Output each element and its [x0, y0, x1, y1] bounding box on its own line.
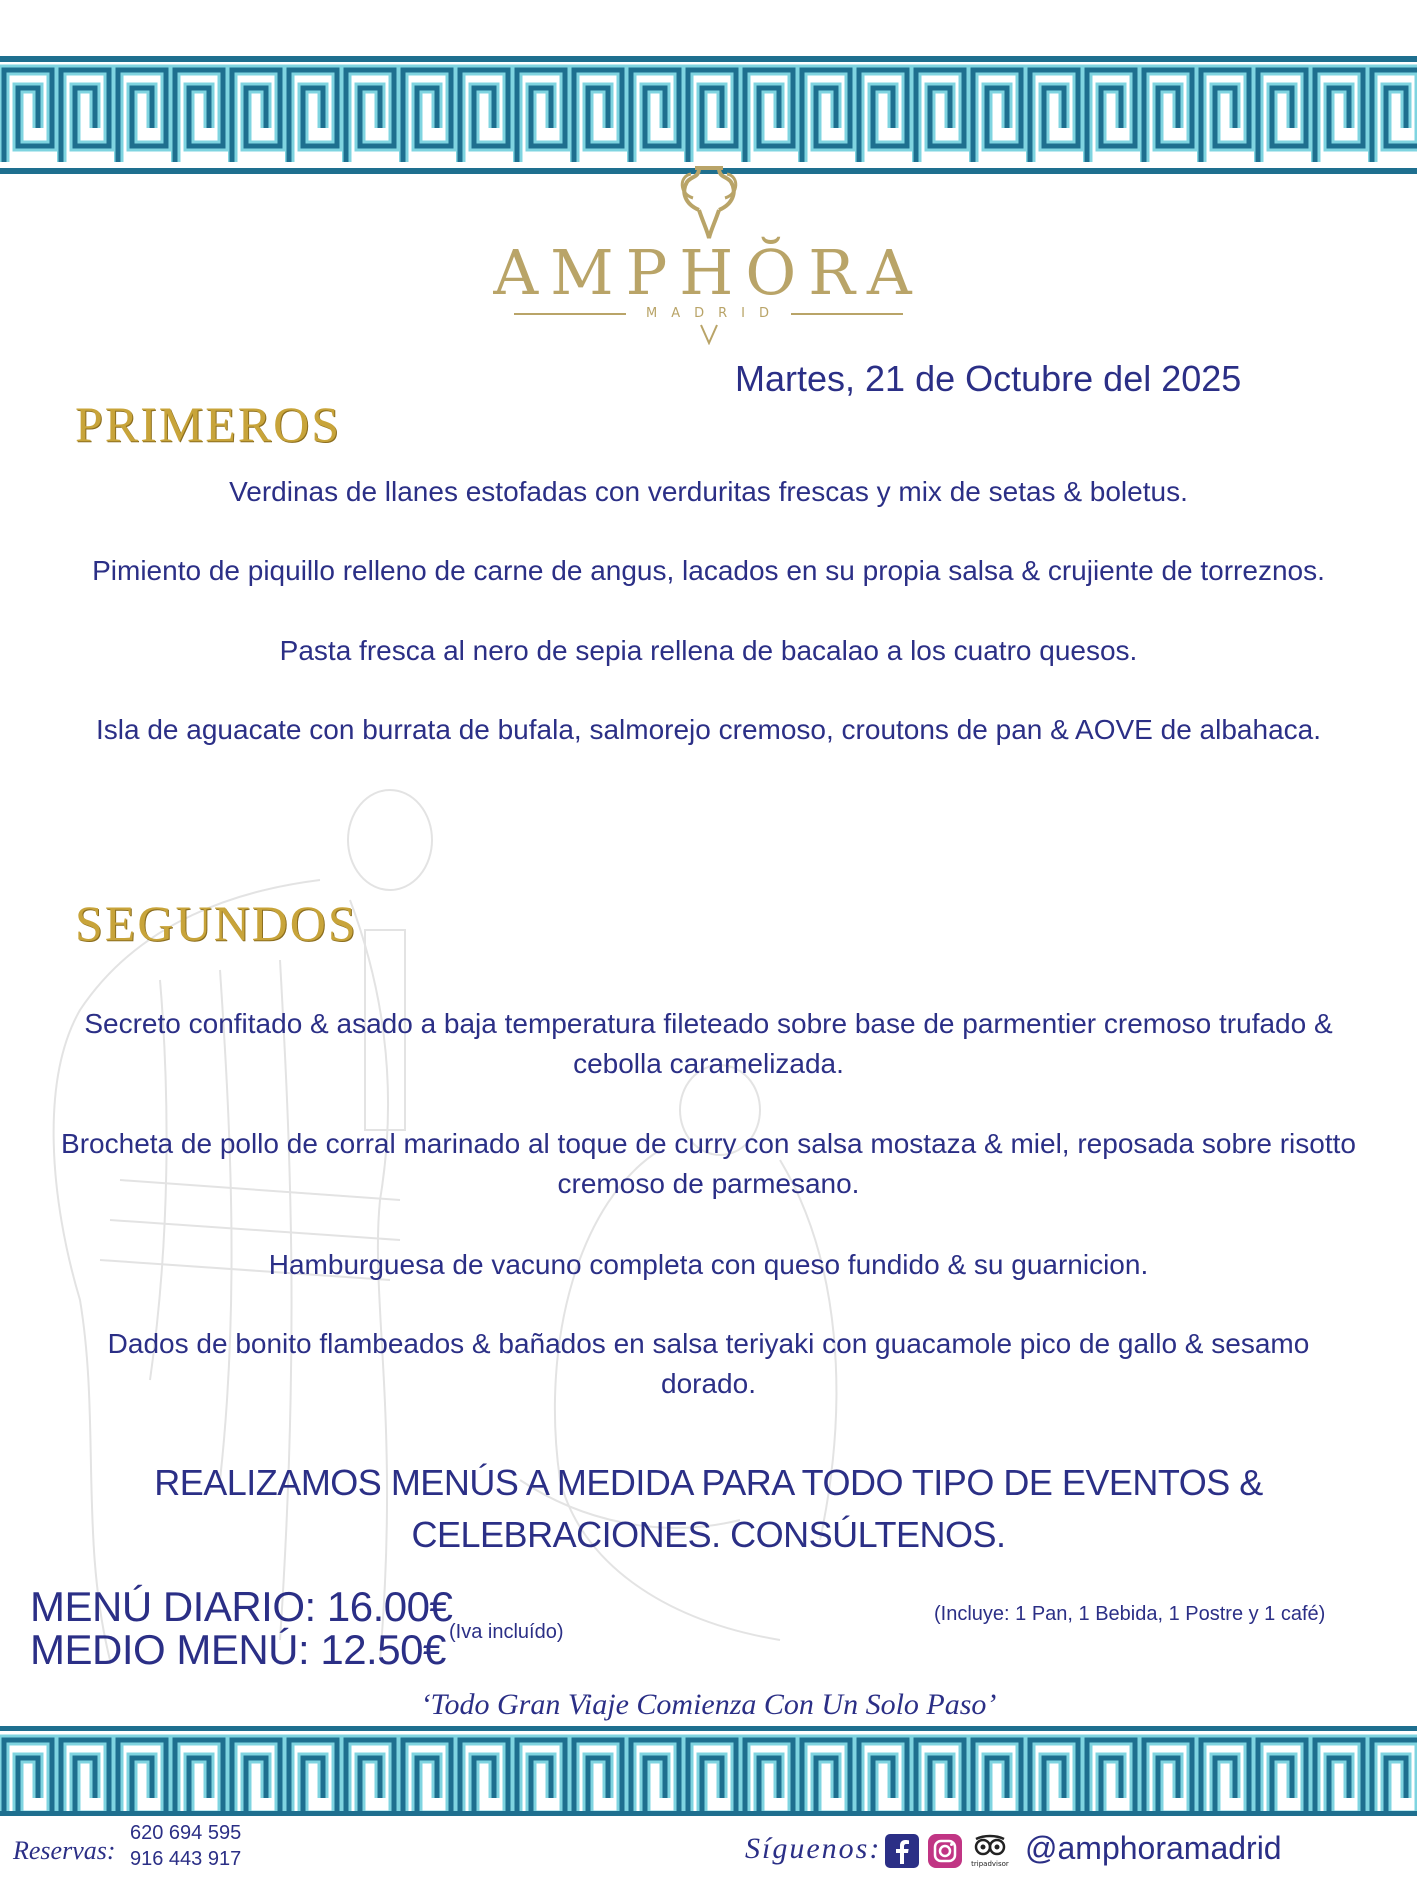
- social-handle[interactable]: @amphoramadrid: [1025, 1830, 1282, 1866]
- brand-name: AMPHŎRA: [493, 236, 924, 309]
- follow-label: Síguenos:: [745, 1832, 882, 1865]
- amphora-tip-icon: [697, 323, 721, 345]
- phone-number[interactable]: 916 443 917: [130, 1848, 242, 1870]
- brand-logo: [0, 160, 1417, 345]
- divider: [514, 313, 626, 315]
- dish-primero-2: Pimiento de piquillo relleno de carne de angus, lacados en su propia salsa & crujiente de torreznos.: [92, 555, 1325, 586]
- section-title-primeros: PRIMEROS: [75, 396, 342, 452]
- vat-note: (Iva incluído): [449, 1621, 564, 1643]
- dish-segundo-3: Hamburguesa de vacuno completa con queso fundido & su guarnicion.: [268, 1249, 1149, 1280]
- dish-primero-4: Isla de aguacate con burrata de bufala, salmorejo cremoso, croutons de pan & AOVE de albahaca.: [96, 714, 1321, 745]
- menu-date: Martes, 21 de Octubre del 2025: [735, 358, 1242, 399]
- phone-number[interactable]: 620 694 595: [130, 1822, 242, 1844]
- dish-segundo-2: Brocheta de pollo de corral marinado al toque de curry con salsa mostaza & miel, reposada sobre risotto cremoso de parmesano.: [61, 1128, 1356, 1199]
- dish-segundo-4: Dados de bonito flambeados & bañados en salsa teriyaki con guacamole pico de gallo & sesamo dorado.: [107, 1328, 1310, 1399]
- greek-key-border-top: [0, 56, 1417, 174]
- facebook-icon[interactable]: [885, 1834, 919, 1868]
- tripadvisor-icon[interactable]: [970, 1830, 1010, 1870]
- instagram-icon[interactable]: [928, 1834, 962, 1868]
- dish-primero-3: Pasta fresca al nero de sepia rellena de bacalao a los cuatro quesos.: [279, 635, 1138, 666]
- dish-segundo-1: Secreto confitado & asado a baja temperatura fileteado sobre base de parmentier cremoso trufado & cebolla caramelizada.: [84, 1008, 1333, 1079]
- includes-note: (Incluye: 1 Pan, 1 Bebida, 1 Postre y 1 café): [934, 1603, 1326, 1625]
- amphora-icon: [669, 160, 749, 240]
- tripadvisor-label: tripadvisor: [971, 1860, 1009, 1868]
- motto-quote: ‘Todo Gran Viaje Comienza Con Un Solo Paso’: [420, 1688, 997, 1721]
- price-daily-menu: MENÚ DIARIO: 16.00€: [30, 1583, 453, 1630]
- brand-city: MADRID: [646, 306, 783, 321]
- section-title-segundos: SEGUNDOS: [75, 895, 358, 951]
- dish-primero-1: Verdinas de llanes estofadas con verduritas frescas y mix de setas & boletus.: [229, 476, 1188, 507]
- reservas-label: Reservas:: [13, 1836, 116, 1865]
- divider: [791, 313, 903, 315]
- custom-events-notice: REALIZAMOS MENÚS A MEDIDA PARA TODO TIPO DE EVENTOS & CELEBRACIONES. CONSÚLTENOS.: [154, 1462, 1263, 1555]
- price-half-menu: MEDIO MENÚ: 12.50€: [30, 1626, 446, 1673]
